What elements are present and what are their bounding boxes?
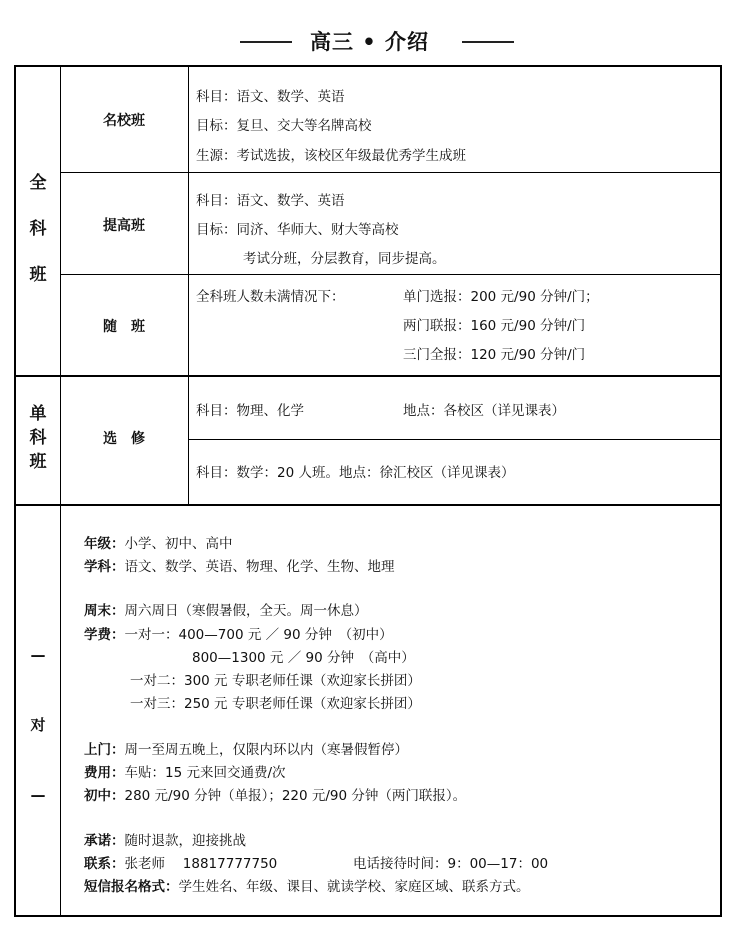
row-name-elective: 选 修 <box>103 431 145 447</box>
title-rule-right <box>462 41 514 43</box>
page-header <box>0 24 739 60</box>
row-line: 科目：语文、数学、英语 <box>196 193 345 209</box>
row-line: 考试分班，分层教育，同步提高。 <box>243 251 446 267</box>
row-line: 生源：考试选拔，该校区年级最优秀学生成班 <box>196 148 466 164</box>
one-on-one-category: — 对 — <box>30 646 46 804</box>
fee-line: 学费：一对一：400—700 元 ／ 90 分钟 （初中） <box>84 627 393 643</box>
elective-math: 科目：数学：20 人班。地点：徐汇校区（详见课表） <box>196 465 515 481</box>
follow-intro: 全科班人数未满情况下： <box>196 289 345 305</box>
row-divider <box>189 439 722 440</box>
subject-line: 学科：语文、数学、英语、物理、化学、生物、地理 <box>84 559 395 575</box>
grade-line: 年级：小学、初中、高中 <box>84 536 233 552</box>
visit-line: 上门：周一至周五晚上，仅限内环以内（寒暑假暂停） <box>84 742 408 758</box>
weekend-line: 周末：周六周日（寒假暑假，全天。周一休息） <box>84 603 368 619</box>
page-title: 高三 • 介绍 <box>309 30 430 54</box>
fee-line: 一对三：250 元 专职老师任课（欢迎家长拼团） <box>130 696 421 712</box>
row-line: 科目：语文、数学、英语 <box>196 89 345 105</box>
full-class-category: 全 科 班 <box>29 173 47 285</box>
section-divider <box>15 504 722 506</box>
row-name-follow: 随 班 <box>103 319 145 335</box>
price-line: 三门全报：120 元/90 分钟/门 <box>403 347 586 363</box>
contact-line: 联系：张老师 18817777750 <box>84 856 278 872</box>
promise-line: 承诺：随时退款，迎接挑战 <box>84 833 246 849</box>
row-divider <box>61 172 722 173</box>
price-line: 两门联报：160 元/90 分钟/门 <box>403 318 586 334</box>
row-name-top-school: 名校班 <box>103 113 145 129</box>
single-class-category: 单 科 班 <box>29 404 47 472</box>
fee-line: 一对二：300 元 专职老师任课（欢迎家长拼团） <box>130 673 421 689</box>
price-line: 单门选报：200 元/90 分钟/门； <box>403 289 599 305</box>
elective-location: 地点：各校区（详见课表） <box>403 403 565 419</box>
elective-subjects: 科目：物理、化学 <box>196 403 304 419</box>
sms-format-line: 短信报名格式：学生姓名、年级、课目、就读学校、家庭区域、联系方式。 <box>84 879 530 895</box>
fee-line: 800—1300 元 ／ 90 分钟 （高中） <box>192 650 415 666</box>
row-line: 目标：同济、华师大、财大等高校 <box>196 222 399 238</box>
row-line: 目标：复旦、交大等名牌高校 <box>196 118 372 134</box>
row-divider <box>61 274 722 275</box>
cost-line: 费用：车贴：15 元来回交通费/次 <box>84 765 286 781</box>
row-name-improve: 提高班 <box>103 218 145 234</box>
section-divider <box>15 375 722 377</box>
junior-line: 初中：280 元/90 分钟（单报）；220 元/90 分钟（两门联报）。 <box>84 788 467 804</box>
phone-hours: 电话接待时间：9：00—17：00 <box>353 856 549 872</box>
